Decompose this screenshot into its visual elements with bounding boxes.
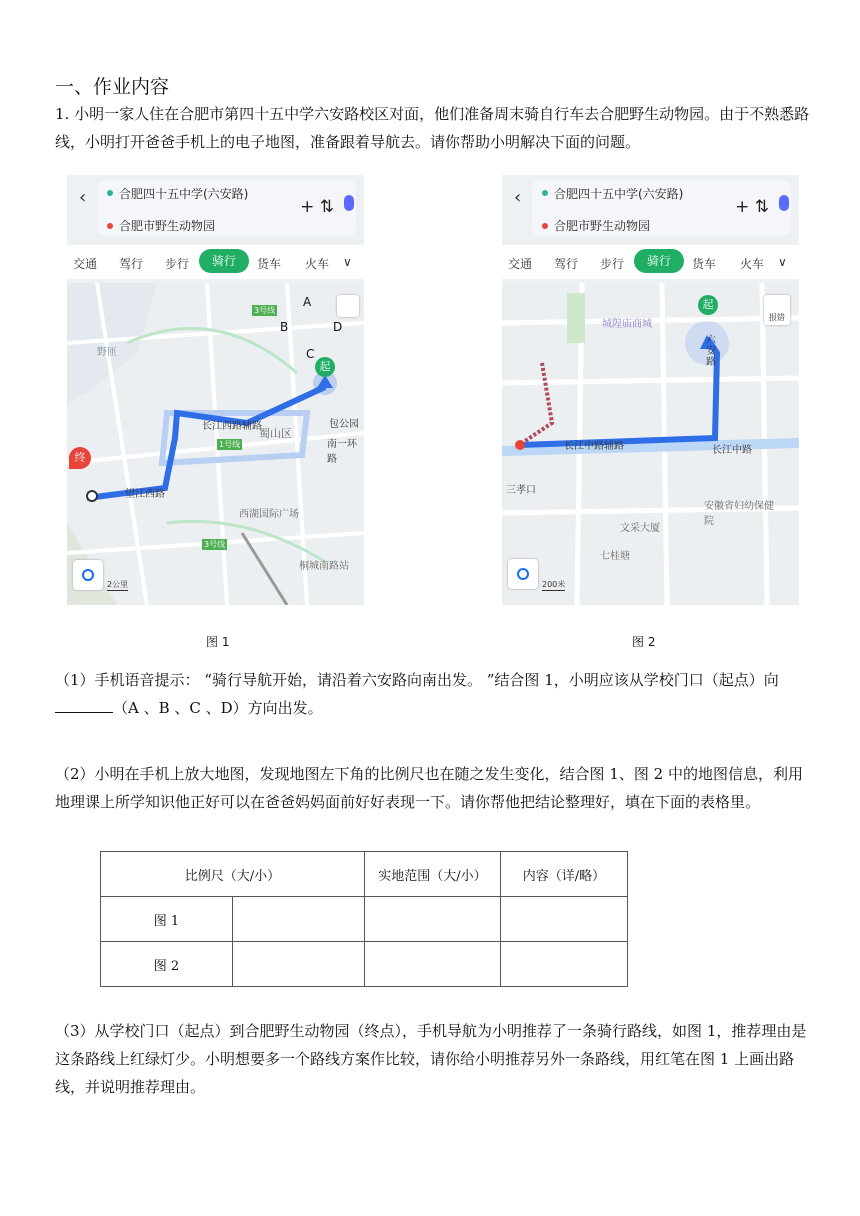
direction-letter-a: A [303, 295, 312, 309]
map-label: 包公园 [329, 419, 359, 430]
metro-line-badge: 1号线 [219, 440, 241, 449]
answer-blank[interactable] [55, 698, 113, 713]
sub-question-1-text: （1）手机语音提示： “骑行导航开始，请沿着六安路向南出发。 ”结合图 1，小明应该从学校门口（起点）向 [55, 671, 779, 689]
table-row [101, 897, 628, 942]
direction-letter-c: C [306, 347, 315, 361]
map-label: 长江中路辅路 [564, 441, 624, 452]
question-1-intro: 1. 小明一家人住在合肥市第四十五中学六安路校区对面，他们准备周末骑自行车去合肥野生动物园。由于不熟悉路线，小明打开爸爸手机上的电子地图，准备跟着导航去。请你帮助小明解决下面的问题。 [55, 105, 810, 151]
map-2-canvas[interactable] [502, 283, 799, 605]
tab-cycle[interactable]: 骑行 [199, 249, 249, 273]
figure-1-caption: 图 1 [206, 635, 230, 649]
tab-train[interactable]: 火车 [305, 257, 330, 271]
map-label: 三孝口 [506, 485, 536, 496]
map-figure-2 [502, 175, 799, 605]
tab-train[interactable]: 火车 [740, 257, 765, 271]
locate-button[interactable] [508, 559, 538, 589]
microphone-icon[interactable] [779, 195, 789, 211]
tab-drive[interactable]: 驾行 [554, 257, 579, 271]
map-label: 南一环路 [327, 439, 357, 465]
origin-text[interactable]: 合肥四十五中学(六安路) [119, 187, 249, 201]
table-row [101, 942, 628, 987]
answer-cell[interactable] [501, 942, 628, 987]
answer-cell[interactable] [233, 942, 365, 987]
more-chevron-icon[interactable]: ∨ [778, 255, 787, 269]
scale-bar: 2公里 [107, 580, 129, 589]
report-button[interactable]: 报错 [764, 295, 790, 325]
map-label: 长江西路辅路 [202, 421, 262, 432]
map-label: 蜀山区 [259, 427, 292, 440]
map-label: 野匝 [97, 347, 117, 358]
sub-question-2: （2）小明在手机上放大地图，发现地图左下角的比例尺也在随之发生变化，结合图 1、图 2 中的地图信息，利用地理课上所学知识他正好可以在爸爸妈妈面前好好表现一下。请你帮他把结论整理好，填在下面的表格里。 [55, 765, 803, 811]
map-label: 望江西路 [125, 489, 165, 500]
origin-dot-icon [542, 190, 548, 196]
tab-transit[interactable]: 交通 [508, 257, 533, 271]
metro-line-badge: 3号线 [204, 540, 226, 549]
header-range: 实地范围（大/小） [365, 852, 501, 897]
scale-bar: 200米 [542, 580, 566, 589]
destination-text[interactable]: 合肥市野生动物园 [119, 219, 216, 233]
add-swap-icons[interactable]: + ⇅ [735, 197, 769, 217]
origin-dot-icon [107, 190, 113, 196]
figure-2-caption: 图 2 [632, 635, 656, 649]
map-label: 西湖国际广场 [239, 509, 299, 520]
header-scale: 比例尺（大/小） [101, 852, 365, 897]
report-button[interactable] [337, 295, 359, 317]
answer-cell[interactable] [233, 897, 365, 942]
transport-tabs [67, 245, 364, 279]
direction-letter-d: D [333, 320, 343, 334]
map-label: 文采大厦 [620, 523, 660, 534]
map-figure-1 [67, 175, 364, 605]
back-arrow-icon[interactable]: ‹ [79, 187, 87, 208]
sub-question-3: （3）从学校门口（起点）到合肥野生动物园（终点），手机导航为小明推荐了一条骑行路线，如图 1，推荐理由是这条路线上红绿灯少。小明想要多一个路线方案作比较，请你给小明推荐另外一条路线，用红笔在图 1 上画出路线，并说明推荐理由。 [55, 1022, 807, 1096]
tab-walk[interactable]: 步行 [165, 257, 190, 271]
tab-drive[interactable]: 驾行 [119, 257, 144, 271]
answer-cell[interactable] [501, 897, 628, 942]
destination-dot-icon [542, 223, 548, 229]
back-arrow-icon[interactable]: ‹ [514, 187, 522, 208]
tab-transit[interactable]: 交通 [73, 257, 98, 271]
microphone-icon[interactable] [344, 195, 354, 211]
tab-walk[interactable]: 步行 [600, 257, 625, 271]
destination-dot-icon [107, 223, 113, 229]
row-label: 图 1 [101, 897, 233, 942]
map-label: 桐城南路站 [299, 561, 349, 572]
start-marker[interactable]: 起 [315, 357, 335, 377]
start-marker[interactable]: 起 [698, 295, 718, 315]
tab-truck[interactable]: 货车 [692, 257, 717, 271]
map-label: 七桂塘 [600, 551, 630, 562]
tab-truck[interactable]: 货车 [257, 257, 282, 271]
answer-cell[interactable] [365, 897, 501, 942]
section-heading: 一、作业内容 [55, 76, 170, 98]
table-header-row [101, 852, 628, 897]
row-label: 图 2 [101, 942, 233, 987]
locate-button[interactable] [73, 560, 103, 590]
header-content: 内容（详/略） [501, 852, 628, 897]
answer-cell[interactable] [365, 942, 501, 987]
sub-question-1-options: （A 、B 、C 、D）方向出发。 [113, 699, 323, 717]
map-label: 城隍庙商城 [602, 319, 652, 330]
add-swap-icons[interactable]: + ⇅ [300, 197, 334, 217]
transport-tabs [502, 245, 799, 279]
origin-text[interactable]: 合肥四十五中学(六安路) [554, 187, 684, 201]
map-label: 六安路 [706, 335, 716, 368]
sub-question-1 [55, 666, 815, 722]
direction-letter-b: B [280, 320, 289, 334]
tab-cycle[interactable]: 骑行 [634, 249, 684, 273]
map-label: 安徽省妇幼保健院 [704, 501, 774, 527]
metro-line-badge: 3号线 [254, 306, 276, 315]
end-marker[interactable]: 终 [69, 447, 91, 469]
map-label: 长江中路 [712, 445, 752, 456]
more-chevron-icon[interactable]: ∨ [343, 255, 352, 269]
answer-table [100, 851, 628, 987]
destination-text[interactable]: 合肥市野生动物园 [554, 219, 651, 233]
